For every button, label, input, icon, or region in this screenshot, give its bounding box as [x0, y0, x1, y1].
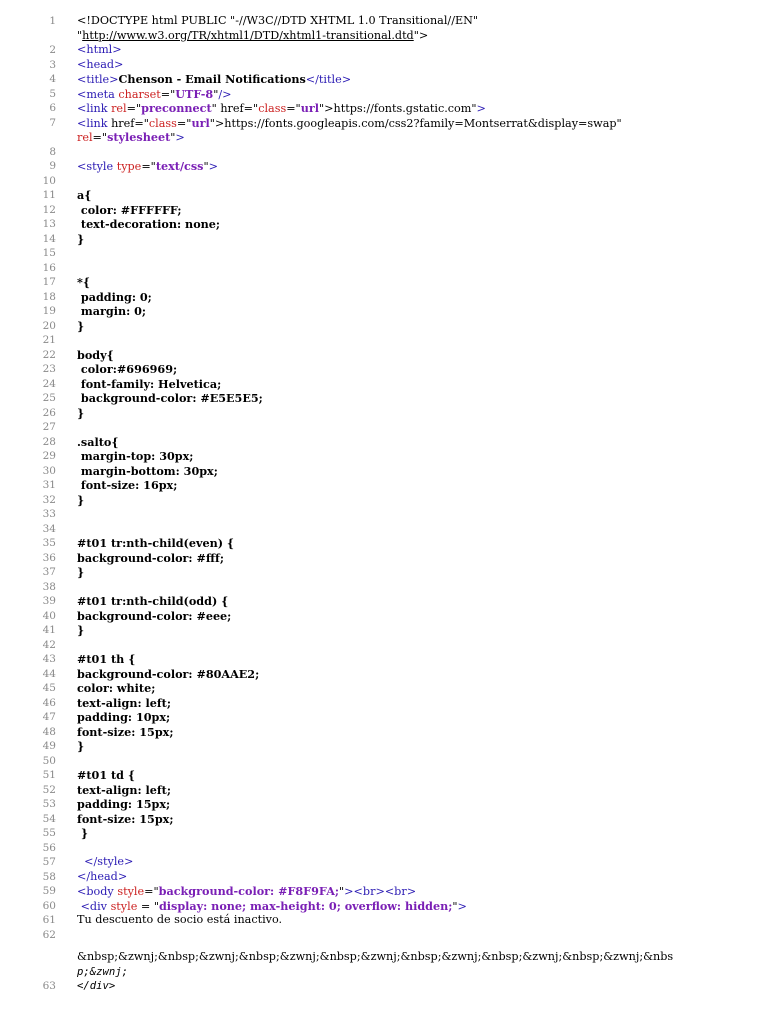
- line-number: 14: [42, 232, 56, 245]
- code-line: text-align: left;: [77, 695, 171, 710]
- code-line: }: [77, 565, 85, 579]
- line-number: 34: [42, 522, 56, 535]
- line-number: 10: [42, 174, 56, 187]
- code-line: <link rel="preconnect" href="class="url">https://fonts.gstatic.com">: [77, 101, 486, 115]
- line-number: 61: [42, 914, 56, 926]
- code-line: <meta charset="UTF-8"/>: [77, 86, 232, 101]
- code-line: a{: [77, 188, 92, 202]
- code-line: }: [77, 739, 85, 753]
- line-number: 21: [42, 334, 56, 346]
- line-number: 22: [42, 348, 56, 361]
- line-number: 5: [49, 87, 56, 100]
- code-line: text-decoration: none;: [77, 217, 221, 231]
- code-line: .salto{: [77, 434, 119, 449]
- code-line: </div>: [77, 980, 116, 992]
- code-line: <!DOCTYPE html PUBLIC "-//W3C//DTD XHTML 1.0 Transitional//EN": [77, 14, 479, 27]
- line-number: 59: [42, 885, 56, 897]
- line-number: 6: [49, 102, 56, 114]
- line-number: 12: [42, 203, 56, 216]
- line-number: 52: [42, 783, 56, 796]
- code-line: "http://www.w3.org/TR/xhtml1/DTD/xhtml1-transitional.dtd">: [77, 28, 429, 42]
- code-line: }: [77, 492, 85, 507]
- line-number: 27: [42, 421, 56, 433]
- line-number: 4: [49, 73, 56, 85]
- line-number: 42: [42, 638, 56, 651]
- code-line: #t01 tr:nth-child(odd) {: [77, 594, 229, 608]
- code-line: <title>Chenson - Email Notifications</title>: [77, 72, 352, 86]
- line-number: 29: [42, 450, 56, 462]
- code-line: text-align: left;: [77, 782, 171, 797]
- line-number: 36: [42, 551, 56, 564]
- line-number: 20: [42, 319, 56, 332]
- line-number: 58: [42, 870, 56, 883]
- line-number: 56: [42, 841, 56, 854]
- code-line: </style>: [84, 855, 134, 868]
- line-number: 49: [42, 740, 56, 752]
- code-line: #t01 tr:nth-child(even) {: [77, 536, 235, 550]
- code-line: rel="stylesheet">: [77, 130, 185, 144]
- line-number: 39: [42, 595, 56, 607]
- code-line: <div style = "display: none; max-height: 0; overflow: hidden;">: [80, 898, 467, 913]
- code-line: background-color: #eee;: [77, 608, 232, 623]
- line-number: 62: [42, 928, 56, 941]
- line-number: 55: [42, 827, 56, 839]
- code-line: <head>: [77, 57, 124, 71]
- code-line: background-color: #fff;: [77, 550, 224, 565]
- code-line: color: white;: [77, 681, 156, 695]
- line-number: 63: [42, 980, 56, 992]
- code-line: padding: 0;: [77, 289, 152, 304]
- code-line: *{: [77, 275, 91, 289]
- code-line: color:#696969;: [77, 362, 178, 376]
- line-number: 48: [42, 725, 56, 738]
- line-number: 31: [42, 479, 56, 491]
- line-number: 41: [42, 624, 56, 636]
- line-number: 8: [49, 145, 56, 158]
- line-number: 54: [42, 812, 56, 825]
- line-number: 51: [42, 769, 56, 781]
- code-line: }: [77, 623, 85, 637]
- line-number: 26: [42, 406, 56, 419]
- line-number: 44: [42, 667, 56, 680]
- code-line: font-size: 15px;: [77, 724, 174, 739]
- line-number: 32: [42, 493, 56, 506]
- line-number: 19: [42, 305, 56, 317]
- line-number: 7: [49, 116, 56, 129]
- line-number: 46: [42, 696, 56, 709]
- code-line: }: [77, 826, 89, 840]
- code-line: body{: [77, 347, 114, 362]
- line-number: 47: [42, 711, 56, 723]
- code-line: <link href="class="url">https://fonts.googleapis.com/css2?family=Montserrat&display=swap": [77, 115, 622, 130]
- line-number: 28: [42, 435, 56, 448]
- code-line: margin-bottom: 30px;: [77, 463, 218, 478]
- code-line: color: #FFFFFF;: [77, 202, 182, 217]
- line-number: 38: [42, 580, 56, 593]
- code-line: #t01 td {: [77, 768, 136, 782]
- line-number: 50: [42, 754, 56, 767]
- line-number: 45: [42, 682, 56, 694]
- line-number: 9: [49, 160, 56, 172]
- code-line: Tu descuento de socio está inactivo.: [77, 913, 283, 926]
- line-number: 15: [42, 247, 56, 259]
- line-number: 23: [42, 363, 56, 375]
- code-line: font-size: 16px;: [77, 478, 178, 492]
- line-number: 17: [42, 276, 56, 288]
- line-number: 33: [42, 508, 56, 520]
- code-line: p;&zwnj;: [77, 965, 129, 978]
- line-number: 30: [42, 464, 56, 477]
- line-number: 24: [42, 377, 56, 390]
- code-line: }: [77, 318, 85, 333]
- code-line: </head>: [77, 869, 128, 883]
- line-number: 13: [42, 218, 56, 230]
- code-line: <body style="background-color: #F8F9FA;"><br><br>: [77, 884, 417, 898]
- code-line: }: [77, 405, 85, 420]
- code-line: font-size: 15px;: [77, 811, 174, 826]
- line-number: 18: [42, 290, 56, 303]
- line-number: 11: [42, 189, 56, 201]
- code-line: #t01 th {: [77, 652, 136, 666]
- line-number: 25: [42, 392, 56, 404]
- line-number: 53: [42, 798, 56, 810]
- code-line: }: [77, 231, 85, 246]
- line-number: 43: [42, 653, 56, 665]
- code-line: margin-top: 30px;: [77, 449, 194, 463]
- line-number: 40: [42, 609, 56, 622]
- line-number: 2: [49, 44, 56, 56]
- line-number: 3: [49, 58, 56, 71]
- line-number: 35: [42, 537, 56, 549]
- code-line: <html>: [77, 43, 122, 56]
- line-number: 57: [42, 856, 56, 868]
- code-line: <style type="text/css">: [77, 159, 218, 173]
- code-line: &nbsp;&zwnj;&nbsp;&zwnj;&nbsp;&zwnj;&nbsp;&zwnj;&nbsp;&zwnj;&nbsp;&zwnj;&nbsp;&zwnj;&nbs: [77, 950, 674, 963]
- code-line: background-color: #E5E5E5;: [77, 391, 263, 405]
- line-number: 16: [42, 261, 56, 274]
- code-line: background-color: #80AAE2;: [77, 666, 260, 681]
- line-number: 60: [42, 899, 56, 912]
- code-line: margin: 0;: [77, 304, 147, 318]
- line-number: 1: [49, 15, 56, 27]
- code-line: padding: 10px;: [77, 710, 171, 724]
- code-line: padding: 15px;: [77, 797, 171, 811]
- line-number: 37: [42, 566, 56, 578]
- code-line: font-family: Helvetica;: [77, 376, 222, 391]
